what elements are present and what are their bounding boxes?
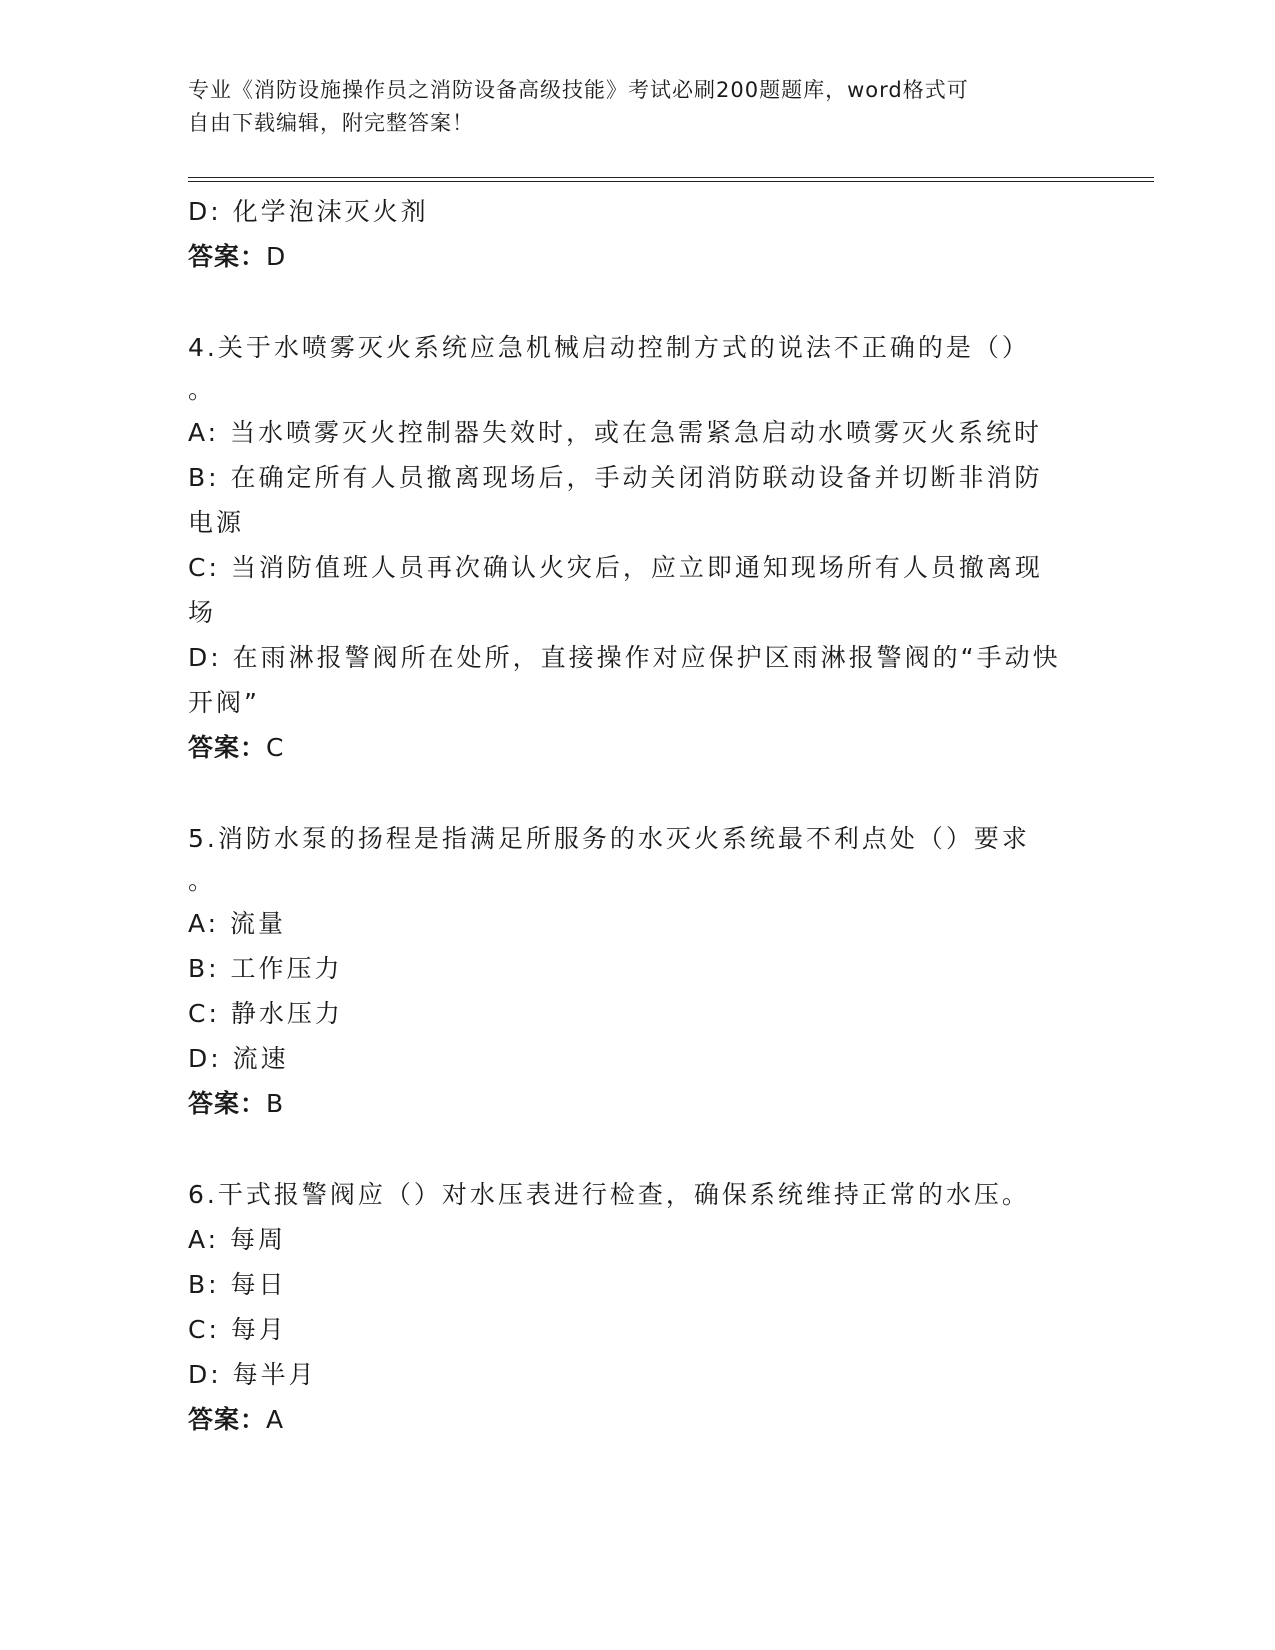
- question-stem: 5.消防水泵的扬程是指满足所服务的水灭火系统最不利点处（）要求: [188, 824, 1030, 853]
- question-stem-end: 。: [188, 866, 214, 895]
- question-stem: 6.干式报警阀应（）对水压表进行检查，确保系统维持正常的水压。: [188, 1180, 1030, 1209]
- answer-line: [188, 1081, 1068, 1126]
- option-a: A: 当水喷雾灭火控制器失效时，或在急需紧急启动水喷雾灭火系统时: [188, 418, 1043, 447]
- answer-label: 答案：: [188, 1405, 267, 1434]
- option-d: D: 流速: [188, 1044, 289, 1073]
- question-5: [188, 816, 1068, 1126]
- answer-line: [188, 725, 1068, 770]
- answer-value: A: [266, 1405, 285, 1434]
- question-4: [188, 325, 1068, 770]
- header-line-2: 自由下载编辑，附完整答案！: [188, 111, 474, 135]
- option-b: B: 在确定所有人员撤离现场后，手动关闭消防联动设备并切断非消防电源: [188, 463, 1043, 537]
- answer-value: C: [266, 733, 285, 762]
- answer-label: 答案：: [188, 242, 267, 271]
- answer-line: [188, 1397, 1068, 1442]
- question-6: [188, 1172, 1068, 1442]
- answer-label: 答案：: [188, 733, 267, 762]
- question-stem-end: 。: [188, 375, 214, 404]
- answer-value: D: [266, 242, 287, 271]
- document-header: [188, 74, 1068, 140]
- option-d: D: 化学泡沫灭火剂: [188, 197, 429, 226]
- option-c: C: 每月: [188, 1315, 287, 1344]
- question-stem: 4.关于水喷雾灭火系统应急机械启动控制方式的说法不正确的是（）: [188, 333, 1030, 362]
- header-double-rule: [188, 177, 1154, 182]
- option-d: D: 在雨淋报警阀所在处所，直接操作对应保护区雨淋报警阀的“手动快开阀”: [188, 643, 1061, 717]
- header-line-1: 专业《消防设施操作员之消防设备高级技能》考试必刷200题题库，word格式可: [188, 78, 969, 102]
- option-a: A: 每周: [188, 1225, 287, 1254]
- option-d: D: 每半月: [188, 1360, 317, 1389]
- answer-line: [188, 234, 1068, 279]
- option-a: A: 流量: [188, 909, 287, 938]
- answer-label: 答案：: [188, 1089, 267, 1118]
- answer-value: B: [266, 1089, 285, 1118]
- question-content: [188, 189, 1068, 1442]
- previous-question-tail: [188, 189, 1068, 279]
- option-c: C: 当消防值班人员再次确认火灾后，应立即通知现场所有人员撤离现场: [188, 553, 1043, 627]
- option-b: B: 工作压力: [188, 954, 343, 983]
- option-c: C: 静水压力: [188, 999, 343, 1028]
- option-b: B: 每日: [188, 1270, 287, 1299]
